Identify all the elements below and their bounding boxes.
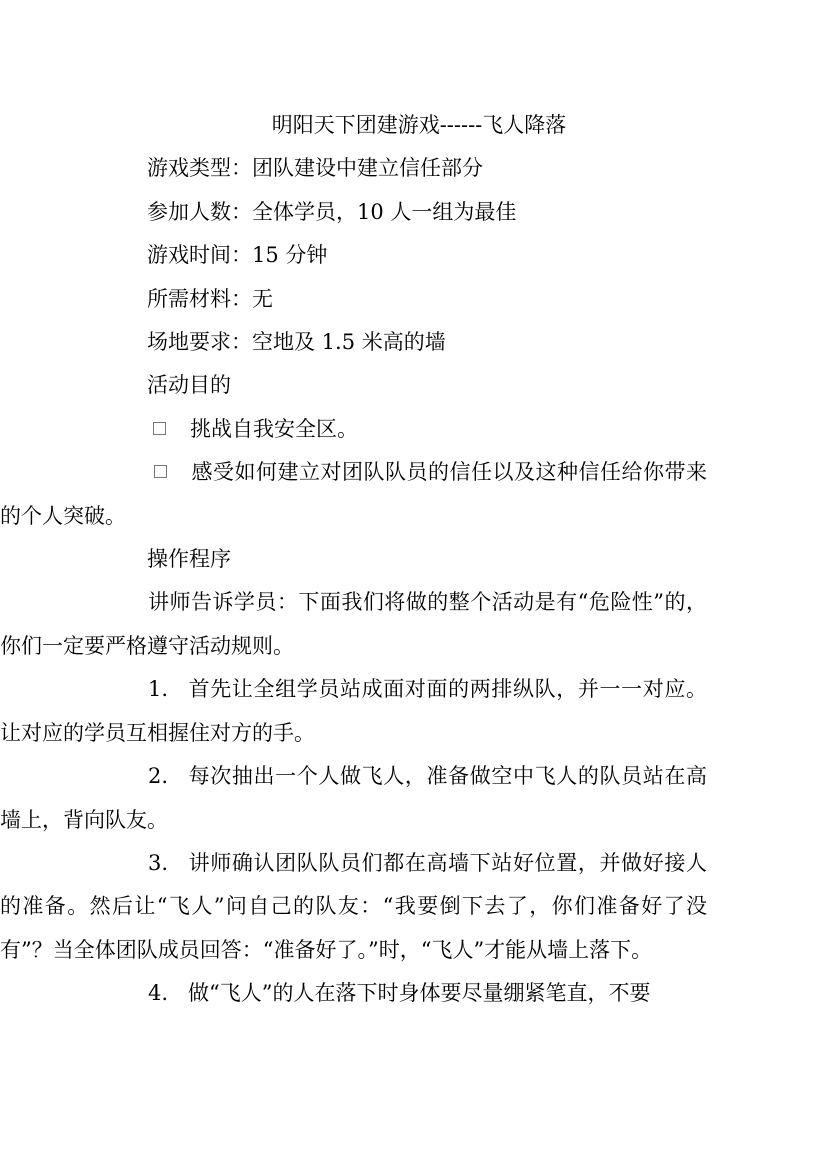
procedure-step: [0, 972, 707, 1015]
purpose-heading: 活动目的: [147, 373, 231, 398]
info-materials: 所需材料：无: [147, 286, 273, 311]
purpose-text: 挑战自我安全区。: [190, 416, 358, 441]
procedure-step: [0, 755, 707, 842]
document-title: 明阳天下团建游戏------飞人降落: [271, 113, 567, 137]
step-number: 1.: [148, 677, 169, 702]
info-game-type: 游戏类型：团队建设中建立信任部分: [147, 156, 483, 181]
checkbox-bullet-icon: [153, 422, 166, 435]
step-number: 4.: [148, 981, 169, 1006]
step-text: 每次抽出一个人做飞人，准备做空中飞人的队员站在高墙上，背向队友。: [0, 764, 707, 832]
info-participants: 参加人数：全体学员，10 人一组为最佳: [147, 199, 517, 224]
step-number: 2.: [148, 764, 169, 789]
purpose-item: [0, 408, 707, 451]
procedure-step: [0, 842, 707, 972]
info-venue: 场地要求：空地及 1.5 米高的墙: [147, 330, 446, 355]
info-duration: 游戏时间：15 分钟: [147, 243, 328, 268]
purpose-text: 感受如何建立对团队队员的信任以及这种信任给你带来的个人突破。: [0, 460, 707, 528]
step-text: 首先让全组学员站成面对面的两排纵队，并一一对应。让对应的学员互相握住对方的手。: [0, 677, 707, 745]
step-text: 做“飞人”的人在落下时身体要尽量绷紧笔直，不要: [188, 981, 651, 1006]
procedure-heading: 操作程序: [147, 547, 231, 572]
step-number: 3.: [148, 850, 169, 875]
checkbox-bullet-icon: [154, 465, 167, 478]
purpose-item: [0, 451, 707, 538]
step-text: 讲师确认团队队员们都在高墙下站好位置，并做好接人的准备。然后让“飞人”问自己的队友：“我要倒下去了，你们准备好了没有”？当全体团队成员回答：“准备好了。”时，“飞人”才能从墙上落下。: [0, 850, 707, 962]
procedure-intro: 讲师告诉学员：下面我们将做的整个活动是有“危险性”的，你们一定要严格遵守活动规则。: [0, 590, 707, 658]
document-body: [0, 104, 707, 1016]
procedure-step: [0, 668, 707, 755]
